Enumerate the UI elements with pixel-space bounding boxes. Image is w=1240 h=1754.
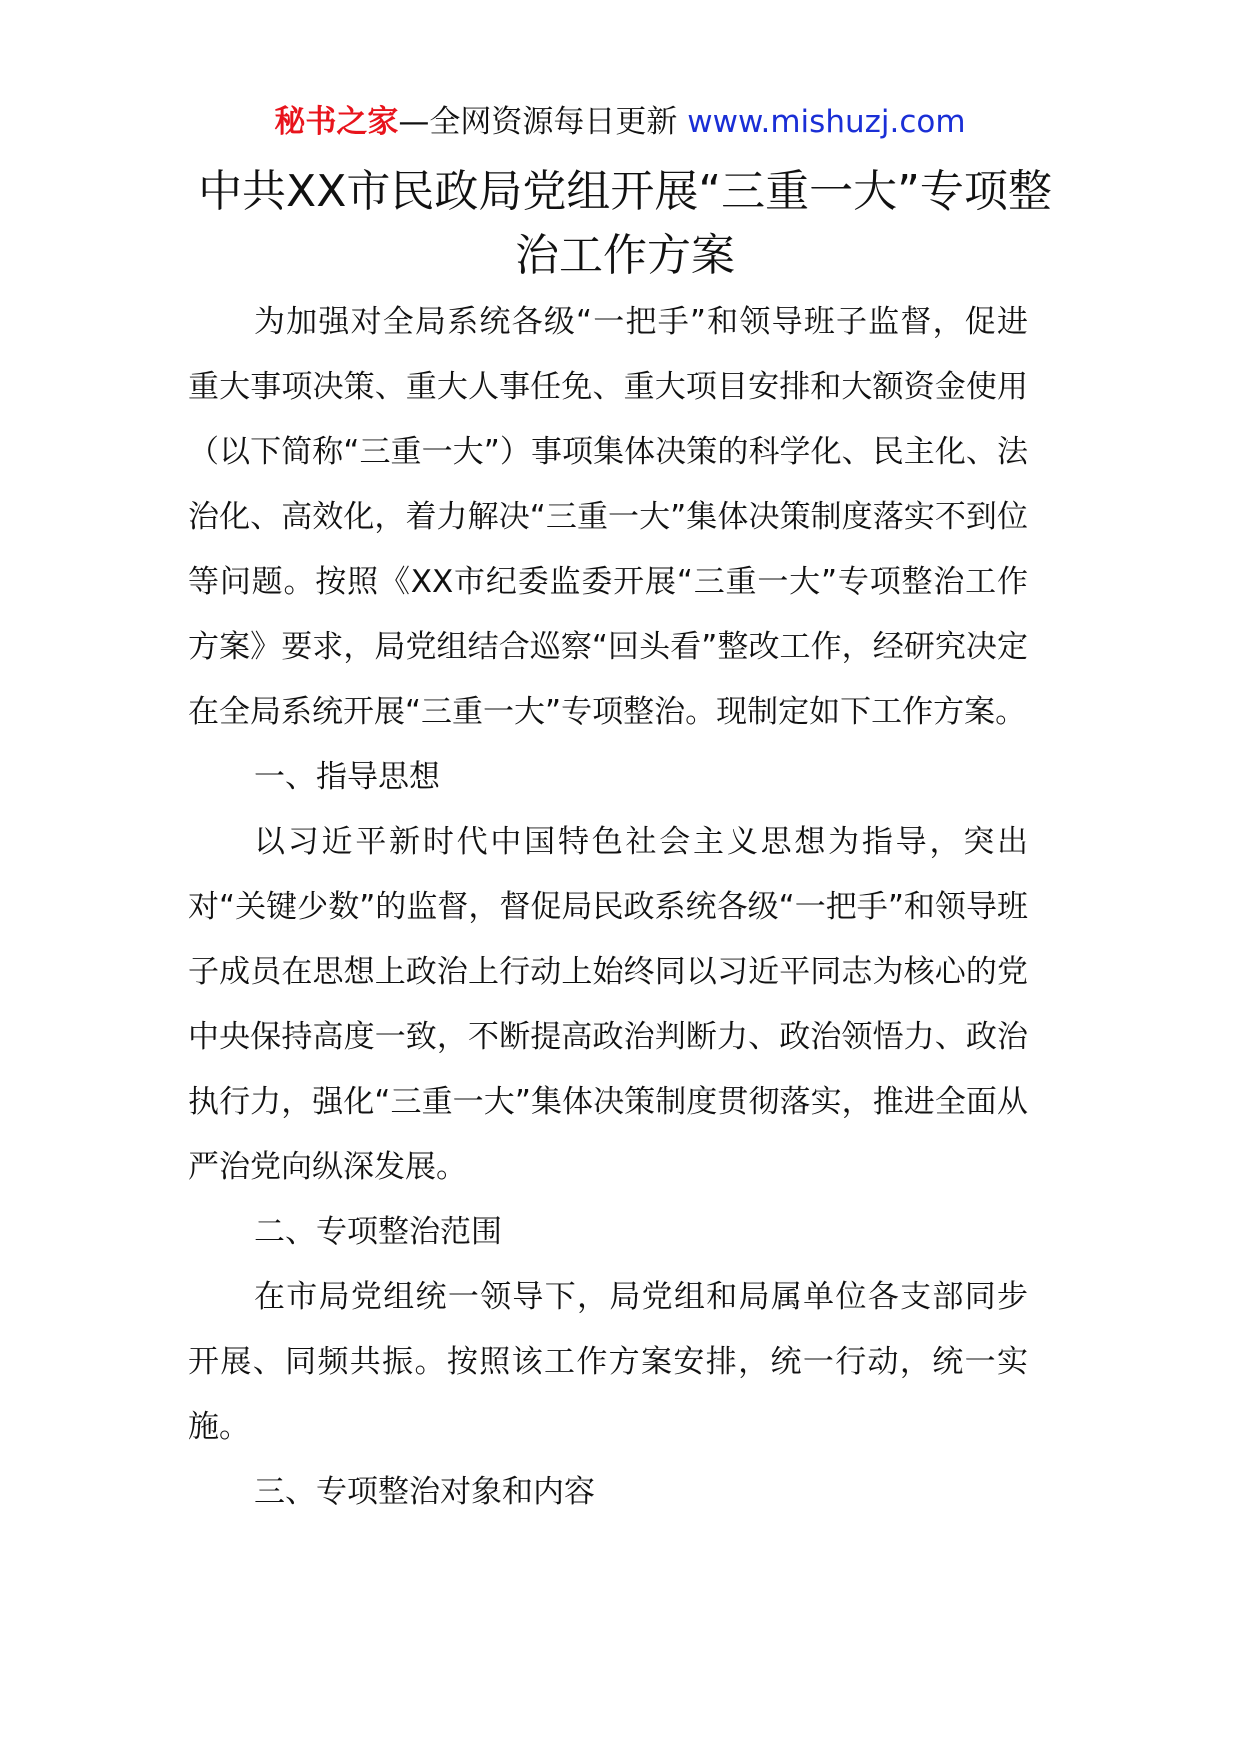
section-heading-2: 二、专项整治范围 bbox=[254, 1214, 502, 1250]
section-body-1: 以习近平新时代中国特色社会主义思想为指导，突出对“关键少数”的监督，督促局民政系统各级“一把手”和领导班子成员在思想上政治上行动上始终同以习近平同志为核心的党中央保持高度一致，不断提高政治判断力、政治领悟力、政治执行力，强化“三重一大”集体决策制度贯彻落实，推进全面从严治党向纵深发展。 bbox=[188, 824, 1028, 1185]
intro-paragraph: 为加强对全局系统各级“一把手”和领导班子监督，促进重大事项决策、重大人事任免、重大项目安排和大额资金使用（以下简称“三重一大”）事项集体决策的科学化、民主化、法治化、高效化，着力解决“三重一大”集体决策制度落实不到位等问题。按照《XX市纪委监委开展“三重一大”专项整治工作方案》要求，局党组结合巡察“回头看”整改工作，经研究决定在全局系统开展“三重一大”专项整治。现制定如下工作方案。 bbox=[188, 304, 1028, 730]
watermark-header bbox=[0, 100, 1240, 144]
section-body-2: 在市局党组统一领导下，局党组和局属单位各支部同步开展、同频共振。按照该工作方案安排，统一行动，统一实施。 bbox=[188, 1279, 1028, 1445]
site-url-link[interactable]: www.mishuzj.com bbox=[687, 104, 966, 140]
brand-name: 秘书之家 bbox=[274, 104, 399, 140]
header-tagline: —全网资源每日更新 bbox=[398, 104, 678, 140]
document-title: 中共XX市民政局党组开展“三重一大”专项整治工作方案 bbox=[198, 166, 1052, 281]
section-heading-3: 三、专项整治对象和内容 bbox=[254, 1474, 595, 1510]
section-heading-1: 一、指导思想 bbox=[254, 759, 440, 795]
document-body bbox=[188, 290, 1028, 1525]
